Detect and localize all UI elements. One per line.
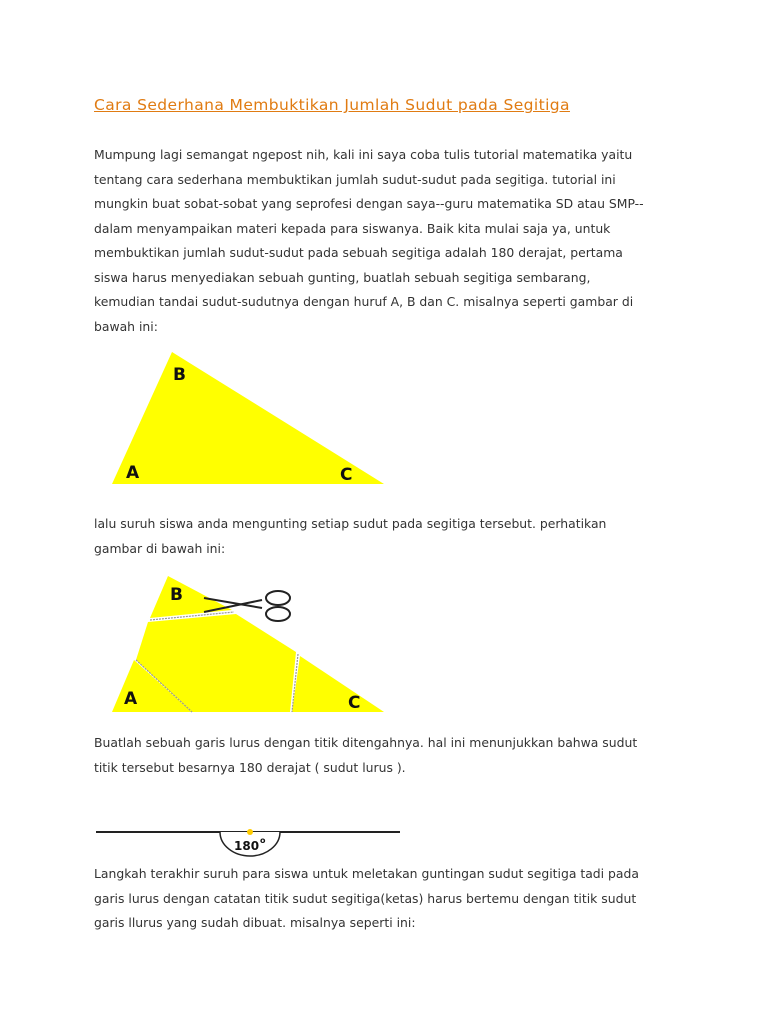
degree-mark: o <box>260 836 266 845</box>
text-line: garis llurus yang sudah dibuat. misalnya seperti ini: <box>94 915 416 930</box>
vertex-label-c: C <box>340 465 353 485</box>
text-line: membuktikan jumlah sudut-sudut pada sebuah segitiga adalah 180 derajat, pertama <box>94 245 623 260</box>
center-point <box>247 829 253 835</box>
text-line: Buatlah sebuah garis lurus dengan titik ditengahnya. hal ini menunjukkan bahwa sudut <box>94 735 638 750</box>
text-line: kemudian tandai sudut-sudutnya dengan huruf A, B dan C. misalnya seperti gambar di <box>94 294 634 309</box>
text-line: bawah ini: <box>94 318 158 334</box>
text-line: mungkin buat sobat-sobat yang seprofesi dengan saya--guru matematika SD atau SMP-- <box>94 196 644 211</box>
text-line: siswa harus menyediakan sebuah gunting, buatlah sebuah segitiga sembarang, <box>94 269 591 285</box>
text-line: garis lurus dengan catatan titik sudut segitiga(ketas) harus bertemu dengan titik sudut <box>94 890 637 906</box>
text-line: Mumpung lagi semangat ngepost nih, kali ini saya coba tulis tutorial matematika yaitu <box>94 147 633 162</box>
vertex-label-c: C <box>348 693 361 713</box>
vertex-label-a: A <box>124 689 138 709</box>
angle-label: 180 <box>234 839 260 853</box>
vertex-label-b: B <box>173 365 186 385</box>
text-line: lalu suruh siswa anda mengunting setiap sudut pada segitiga tersebut. perhatikan <box>94 516 607 531</box>
text-line: dalam menyampaikan materi kepada para siswanya. Baik kita mulai saja ya, untuk <box>94 220 611 236</box>
vertex-label-a: A <box>126 463 140 483</box>
text-line: gambar di bawah ini: <box>94 540 226 556</box>
paragraph-final <box>94 862 694 936</box>
text-line: titik tersebut besarnya 180 derajat ( sudut lurus ). <box>94 759 406 775</box>
text-line: Langkah terakhir suruh para siswa untuk meletakan guntingan sudut segitiga tadi pada <box>94 866 639 881</box>
text-line: tentang cara sederhana membuktikan jumlah sudut-sudut pada segitiga. tutorial ini <box>94 171 616 187</box>
article-title[interactable]: Cara Sederhana Membuktikan Jumlah Sudut pada Segitiga <box>94 96 570 114</box>
vertex-label-b: B <box>170 585 183 605</box>
